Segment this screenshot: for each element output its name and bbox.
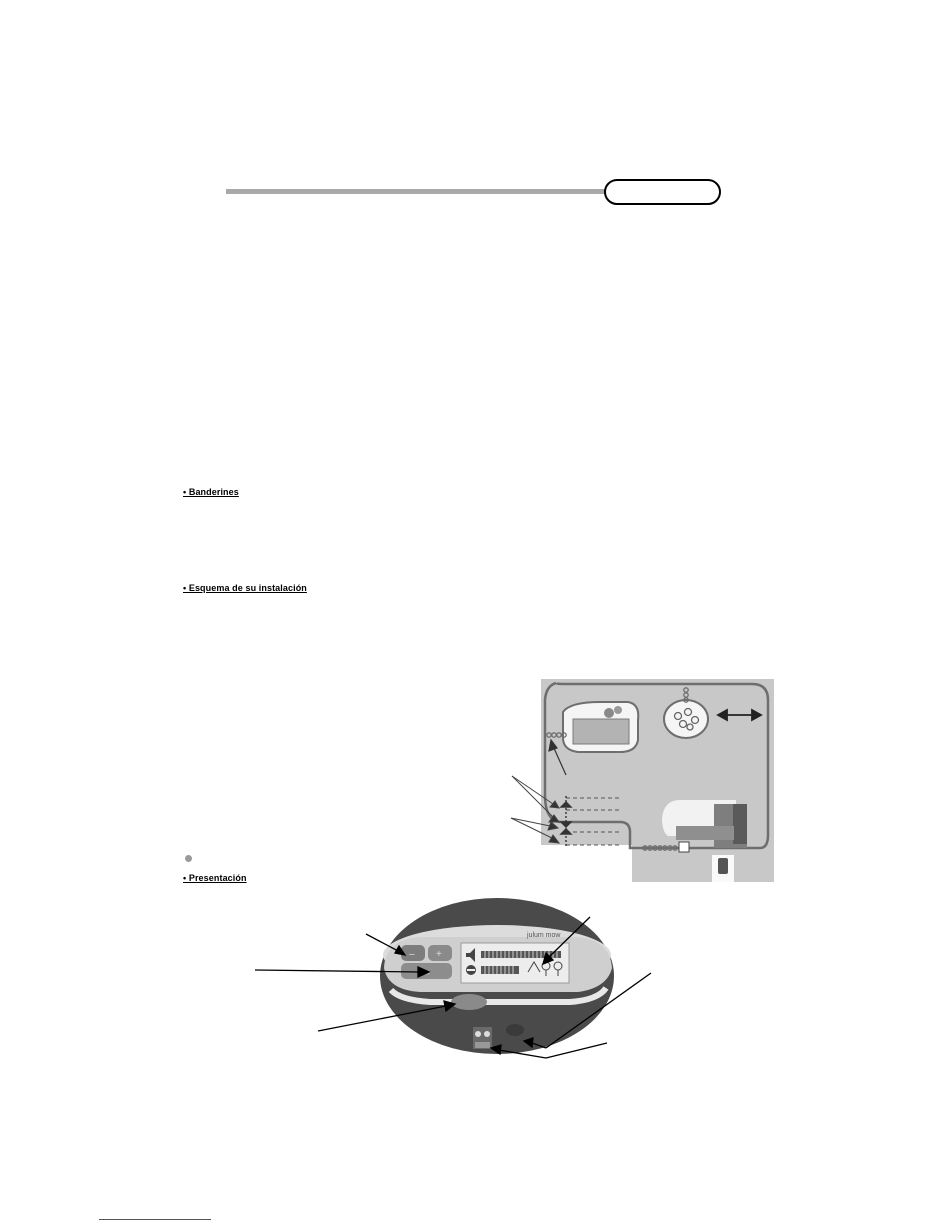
callout-power-socket <box>524 973 651 1048</box>
footer-rule <box>99 1219 211 1220</box>
svg-text:–: – <box>409 949 415 960</box>
section-heading-presentacion: • Presentación <box>183 873 247 883</box>
brand-logo: julum mow <box>527 932 561 939</box>
callout-key-slot <box>318 1001 455 1031</box>
section-heading-esquema: • Esquema de su instalación <box>183 583 307 593</box>
svg-text:+: + <box>436 949 442 960</box>
section-heading-banderines: • Banderines <box>183 487 239 497</box>
callout-enter <box>255 967 429 977</box>
callout-minus-plus <box>366 934 405 955</box>
callout-display <box>543 917 590 964</box>
